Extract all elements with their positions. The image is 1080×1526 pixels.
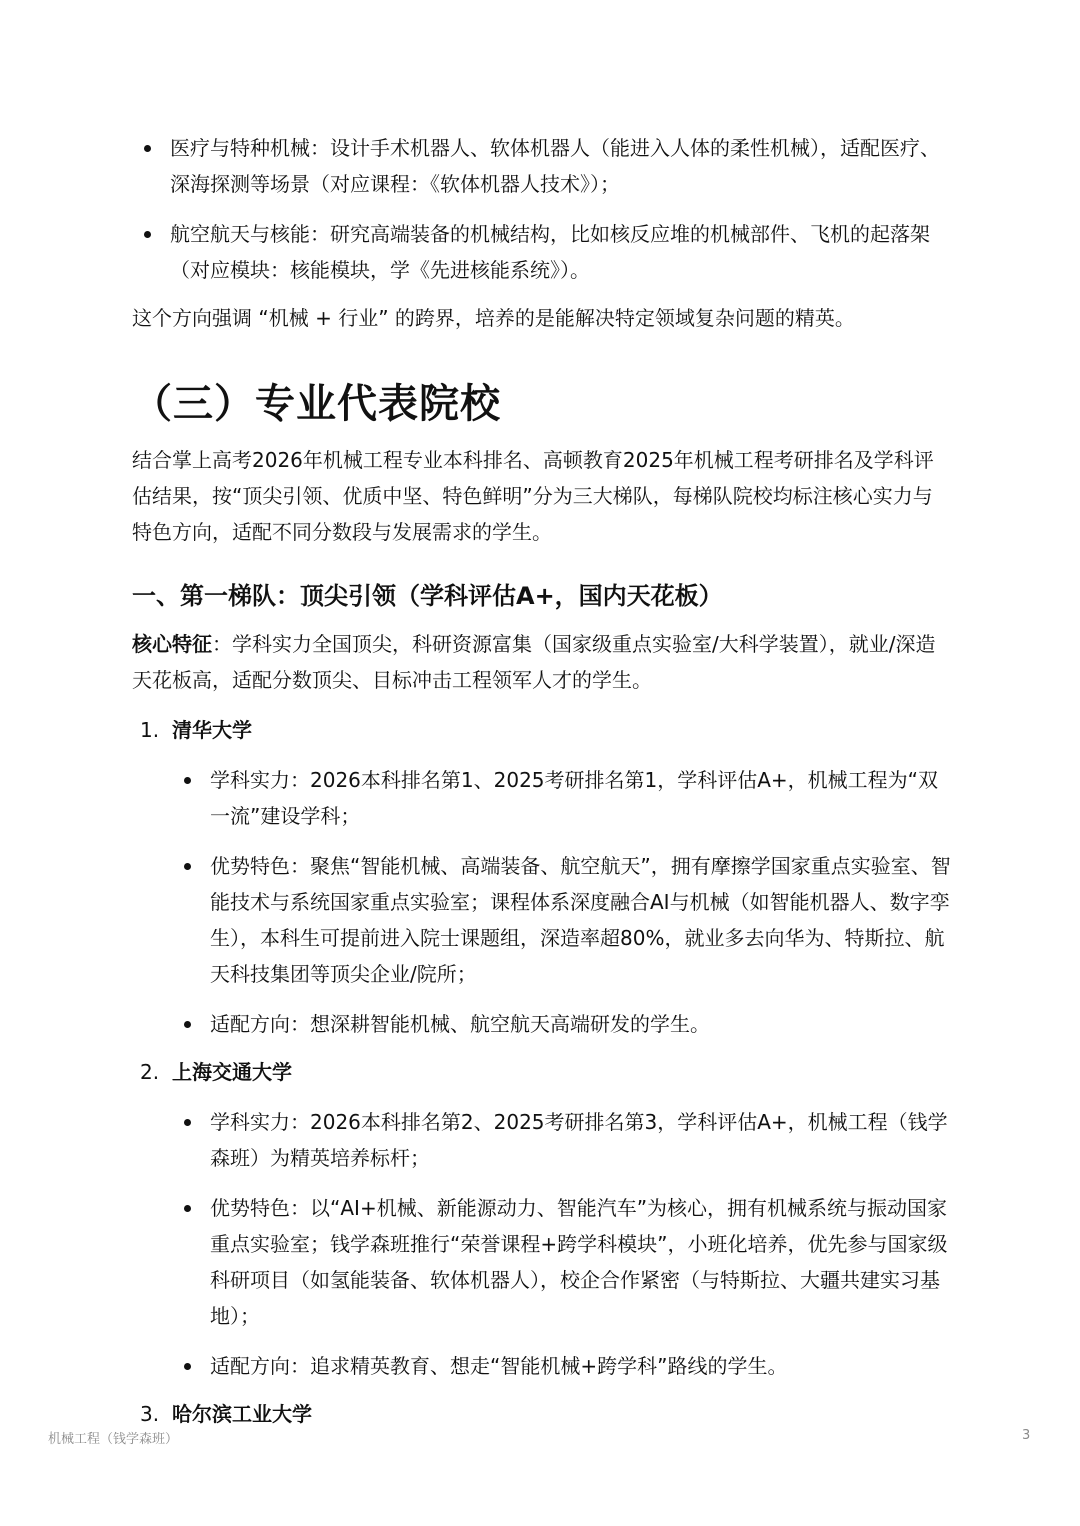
page-number: 3: [1022, 1428, 1031, 1443]
bullet-medical-machinery: 医疗与特种机械：设计手术机器人、软体机器人（能进入人体的柔性机械），适配医疗、深海探测等场景（对应课程：《软体机器人技术》）；: [132, 130, 952, 202]
school-name: 哈尔滨工业大学: [172, 1402, 312, 1426]
school-number: 3.: [140, 1402, 160, 1426]
school-name: 清华大学: [172, 718, 252, 742]
school-bullet: 优势特色：以“AI+机械、新能源动力、智能汽车”为核心，拥有机械系统与振动国家重点实验室；钱学森班推行“荣誉课程+跨学科模块”，小班化培养，优先参与国家级科研项目（如氢能装备、软体机器人），校企合作紧密（与特斯拉、大疆共建实习基地）；: [132, 1190, 952, 1334]
school-name: 上海交通大学: [172, 1060, 292, 1084]
school-item: [132, 1396, 952, 1432]
school-number: 2.: [140, 1060, 160, 1084]
direction-summary: 这个方向强调 “机械 + 行业” 的跨界，培养的是能解决特定领域复杂问题的精英。: [132, 306, 855, 330]
section-title: （三）专业代表院校: [132, 381, 501, 427]
school-number: 1.: [140, 718, 160, 742]
tier1-core-features: [132, 626, 952, 698]
core-label: 核心特征: [132, 632, 212, 656]
school-bullet: 学科实力：2026本科排名第1、2025考研排名第1，学科评估A+，机械工程为“双一流”建设学科；: [132, 762, 952, 834]
school-bullet: 适配方向：追求精英教育、想走“智能机械+跨学科”路线的学生。: [132, 1348, 952, 1384]
school-bullet: 优势特色：聚焦“智能机械、高端装备、航空航天”，拥有摩擦学国家重点实验室、智能技术与系统国家重点实验室；课程体系深度融合AI与机械（如智能机器人、数字孪生），本科生可提前进入院士课题组，深造率超80%，就业多去向华为、特斯拉、航天科技集团等顶尖企业/院所；: [132, 848, 952, 992]
page-content: [132, 128, 952, 1432]
bullet-aerospace-nuclear: 航空航天与核能：研究高端装备的机械结构，比如核反应堆的机械部件、飞机的起落架（对应模块：核能模块，学《先进核能系统》）。: [132, 216, 952, 288]
footer-title: 机械工程（钱学森班）: [48, 1432, 179, 1447]
school-bullet: 学科实力：2026本科排名第2、2025考研排名第3，学科评估A+，机械工程（钱学森班）为精英培养标杆；: [132, 1104, 952, 1176]
school-item: [132, 1054, 952, 1090]
section-intro: 结合掌上高考2026年机械工程专业本科排名、高顿教育2025年机械工程考研排名及学科评估结果，按“顶尖引领、优质中坚、特色鲜明”分为三大梯队，每梯队院校均标注核心实力与特色方向，适配不同分数段与发展需求的学生。: [132, 448, 934, 544]
core-text: ：学科实力全国顶尖，科研资源富集（国家级重点实验室/大科学装置），就业/深造天花板高，适配分数顶尖、目标冲击工程领军人才的学生。: [132, 632, 936, 692]
tier1-heading: 一、第一梯队：顶尖引领（学科评估A+，国内天花板）: [132, 582, 723, 610]
school-bullet: 适配方向：想深耕智能机械、航空航天高端研发的学生。: [132, 1006, 952, 1042]
school-item: [132, 712, 952, 748]
